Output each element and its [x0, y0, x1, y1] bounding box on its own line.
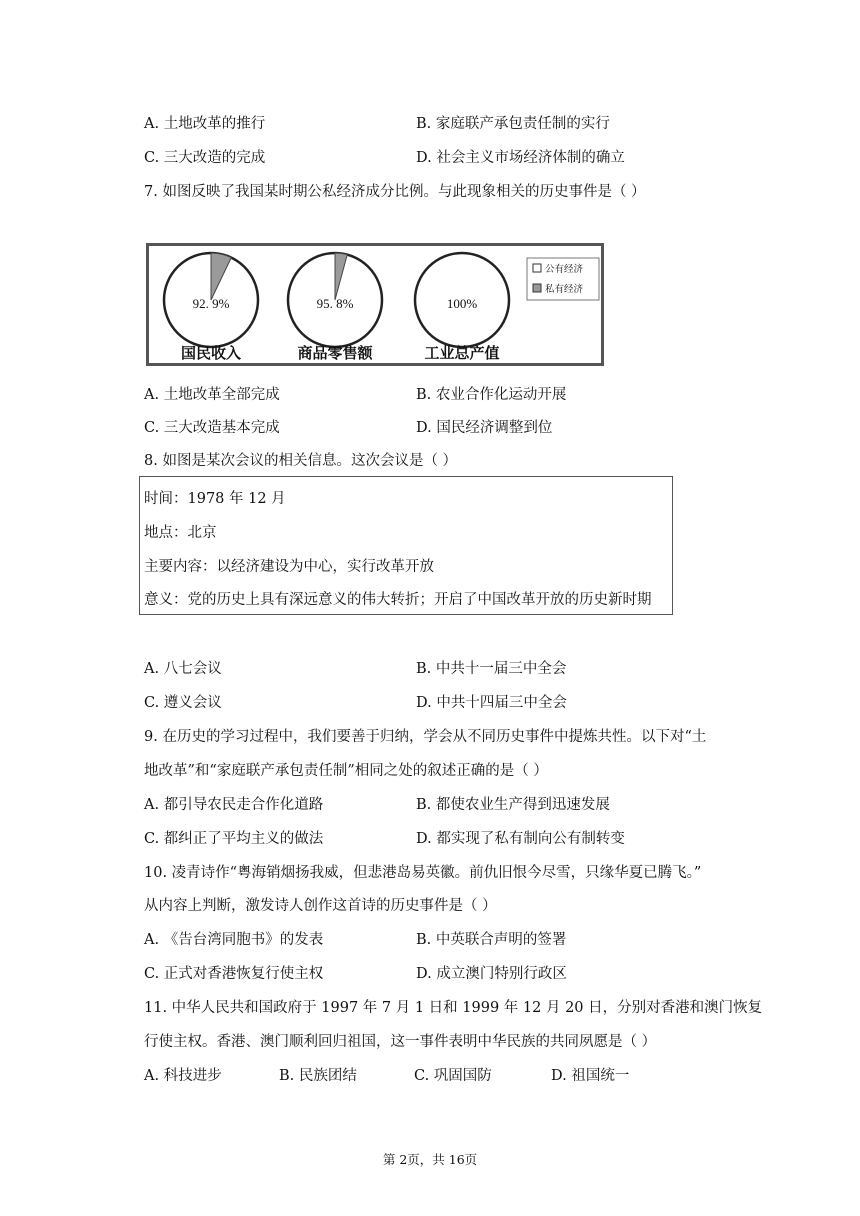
q9-option-b[interactable]: B. 都使农业生产得到迅速发展: [416, 797, 610, 813]
legend-private-swatch: [533, 284, 541, 292]
q11-option-d[interactable]: D. 祖国统一: [551, 1068, 630, 1084]
q10-option-d[interactable]: D. 成立澳门特别行政区: [416, 966, 567, 982]
q9-option-d[interactable]: D. 都实现了私有制向公有制转变: [416, 831, 625, 847]
q6-option-a[interactable]: A. 土地改革的推行: [144, 116, 266, 132]
q7-option-c[interactable]: C. 三大改造基本完成: [144, 420, 280, 436]
q10-stem-line1: 10. 凌青诗作“粤海销烟扬我威，但悲港岛易英徽。前仇旧恨今尽雪，只缘华夏已腾飞。”: [144, 865, 702, 881]
meeting-info-box: [139, 476, 673, 615]
q8-option-b[interactable]: B. 中共十一届三中全会: [416, 661, 567, 677]
pie-2-category-label: 商品零售额: [297, 344, 373, 362]
q11-stem-line2: 行使主权。香港、澳门顺利回归祖国，这一事件表明中华民族的共同夙愿是（ ）: [144, 1034, 657, 1050]
q10-option-c[interactable]: C. 正式对香港恢复行使主权: [144, 966, 324, 982]
q8-option-c[interactable]: C. 遵义会议: [144, 695, 222, 711]
q9-option-a[interactable]: A. 都引导农民走合作化道路: [144, 797, 324, 813]
legend-private-label: 私有经济: [545, 284, 584, 295]
q11-option-a[interactable]: A. 科技进步: [144, 1068, 222, 1084]
page-footer: 第 2页，共 16页: [382, 1152, 478, 1167]
q6-option-b[interactable]: B. 家庭联产承包责任制的实行: [416, 116, 610, 132]
legend-public-label: 公有经济: [545, 264, 584, 275]
q6-option-d[interactable]: D. 社会主义市场经济体制的确立: [416, 150, 625, 166]
q9-stem-line1: 9. 在历史的学习过程中，我们要善于归纳，学会从不同历史事件中提炼共性。以下对“土: [144, 729, 707, 745]
q8-option-a[interactable]: A. 八七会议: [144, 661, 222, 677]
q8-option-d[interactable]: D. 中共十四届三中全会: [416, 695, 567, 711]
pie-chart-figure: [146, 243, 604, 366]
q7-option-a[interactable]: A. 土地改革全部完成: [144, 387, 280, 403]
info-content: 主要内容：以经济建设为中心，实行改革开放: [144, 559, 434, 575]
info-time: 时间：1978 年 12 月: [144, 491, 286, 507]
q10-option-b[interactable]: B. 中英联合声明的签署: [416, 932, 567, 948]
q11-option-c[interactable]: C. 巩固国防: [414, 1068, 492, 1084]
pie-1-value-label: 92. 9%: [192, 296, 230, 311]
q8-stem: 8. 如图是某次会议的相关信息。这次会议是（ ）: [144, 453, 458, 469]
q11-stem-line1: 11. 中华人民共和国政府于 1997 年 7 月 1 日和 1999 年 12 月 20 日，分别对香港和澳门恢复: [144, 1000, 763, 1016]
pie-3-value-label: 100%: [446, 296, 478, 311]
q7-option-d[interactable]: D. 国民经济调整到位: [416, 420, 553, 436]
info-place: 地点：北京: [144, 525, 217, 541]
q11-option-b[interactable]: B. 民族团结: [279, 1068, 357, 1084]
q7-option-b[interactable]: B. 农业合作化运动开展: [416, 387, 567, 403]
pie-3-category-label: 工业总产值: [424, 344, 500, 362]
pie-2-value-label: 95. 8%: [316, 296, 354, 311]
info-significance: 意义：党的历史上具有深远意义的伟大转折；开启了中国改革开放的历史新时期: [144, 592, 652, 608]
pie-1-category-label: 国民收入: [180, 344, 242, 362]
q9-option-c[interactable]: C. 都纠正了平均主义的做法: [144, 831, 324, 847]
q9-stem-line2: 地改革”和“家庭联产承包责任制”相同之处的叙述正确的是（ ）: [144, 763, 548, 779]
q6-option-c[interactable]: C. 三大改造的完成: [144, 150, 266, 166]
q7-stem: 7. 如图反映了我国某时期公私经济成分比例。与此现象相关的历史事件是（ ）: [144, 184, 646, 200]
q10-stem-line2: 从内容上判断，激发诗人创作这首诗的历史事件是（ ）: [144, 898, 497, 914]
pie-charts-svg: [149, 246, 601, 363]
legend-public-swatch: [533, 264, 541, 272]
q10-option-a[interactable]: A. 《告台湾同胞书》的发表: [144, 932, 324, 948]
